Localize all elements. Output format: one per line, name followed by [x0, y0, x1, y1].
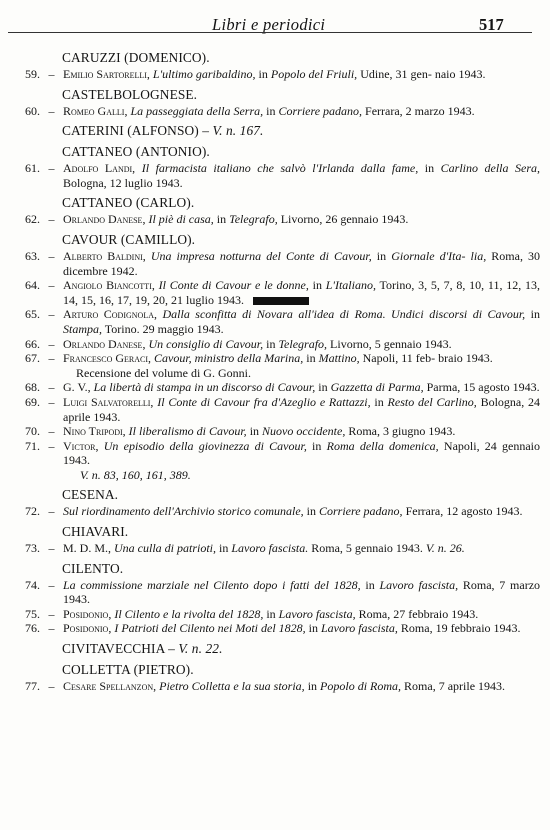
entry-dash: – [48, 577, 55, 592]
entry-title: Cavour, ministro della Marina, [154, 351, 304, 366]
entry-title: Il Cilento e la rivolta del 1828, [114, 606, 264, 621]
entry-details: Udine, 31 gen- [360, 67, 432, 81]
entry-author: M. D. M., [63, 541, 112, 556]
entry-text [63, 541, 540, 556]
entry-dash: – [48, 504, 55, 519]
entry-continuation: Parma, 15 agosto 1943. [426, 380, 540, 395]
entry-periodical: L'Italiano, [325, 278, 376, 293]
entry-details: Livorno, 26 gennaio 1943. [280, 212, 409, 227]
entry-periodical: Popolo di Roma, [320, 679, 402, 694]
entry-preposition: in [308, 621, 318, 636]
heading-text: CASTELBOLOGNESE. [62, 86, 198, 102]
entry-number: 71. [25, 438, 40, 453]
entry-preposition: in [266, 336, 276, 351]
bibliography-entry [0, 578, 540, 607]
entry-title: La passeggiata della Serra, [130, 103, 264, 118]
heading-text: CAVOUR (CAMILLO). [62, 231, 196, 247]
heading-reference: V. n. 167. [212, 123, 264, 139]
entry-text [63, 104, 540, 119]
entry-title: Il piè di casa, [148, 212, 214, 227]
bibliography-entry [0, 395, 540, 424]
entry-preposition: in [365, 577, 375, 592]
entry-title: Pietro Colletta e la sua storia, [159, 679, 305, 694]
entry-text [63, 67, 540, 82]
entry-title: Un consiglio di Cavour, [148, 336, 264, 351]
bibliography-entry [0, 439, 540, 468]
entry-details: Roma, 5 gennaio 1943. [311, 541, 423, 556]
entry-periodical: Resto del [387, 394, 433, 409]
entry-author: Posidonio, [63, 621, 112, 636]
entry-dash: – [48, 212, 55, 227]
entry-text [63, 212, 540, 227]
heading-text: CESENA. [62, 487, 119, 503]
entry-dash: – [48, 424, 55, 439]
section-heading [62, 195, 540, 211]
entry-preposition: in [219, 541, 229, 556]
entry-dash: – [48, 103, 55, 118]
entry-number: 77. [25, 679, 40, 694]
entry-continuation-italic: Stampa, [63, 321, 102, 336]
entry-dash: – [48, 248, 55, 263]
entry-author: Romeo Galli, [63, 103, 128, 118]
bibliography-entry [0, 278, 540, 307]
entry-number: 59. [25, 67, 40, 81]
entry-continuation: Bologna, 24 aprile 1943. [63, 394, 541, 424]
entry-continuation: 24 gennaio 1943. [63, 438, 540, 468]
entry-dash: – [48, 336, 55, 351]
entry-preposition: in [266, 606, 276, 621]
entry-number: 72. [25, 504, 40, 519]
entry-title: Una culla di patrioti, [114, 541, 217, 556]
entry-periodical: Lavoro fascista. [231, 541, 309, 556]
heading-text: CILENTO. [62, 560, 124, 576]
entry-dash: – [48, 278, 55, 293]
bibliography-entry [0, 424, 540, 439]
entry-continuation: in [530, 307, 540, 322]
entry-author: Francesco Geraci, [63, 351, 152, 366]
entry-number: 63. [25, 248, 40, 263]
entry-dash: – [48, 394, 55, 409]
entry-author: Nino Tripodi, [63, 424, 126, 439]
entry-continuation: 1943. [447, 103, 475, 118]
entry-periodical: Giornale d'Ita- [391, 248, 466, 263]
entry-periodical: Corriere padano, [319, 504, 403, 519]
entry-title: Il liberalismo di Cavour, [128, 424, 247, 439]
entry-periodical: Roma della domenica, [326, 438, 439, 453]
entry-text [63, 337, 540, 352]
header-title: Libri e periodici [212, 15, 326, 34]
entry-continuation: 8, 10, 11, 12, 13, 14, 15, 16, 17, 19, 20, 21 luglio 1943. [63, 278, 541, 307]
entry-preposition: in [376, 248, 387, 263]
heading-text: CATTANEO (ANTONIO). [62, 144, 210, 160]
entry-preposition: in [312, 278, 322, 293]
entry-dash: – [48, 351, 55, 366]
entry-preposition: in [249, 424, 260, 439]
entry-title: Il Conte di Cavour fra d'Azeglio e Rattazzi, [157, 394, 371, 409]
entry-periodical: Gazzetta di Parma, [330, 380, 424, 395]
entry-text [63, 607, 540, 622]
section-heading [62, 524, 540, 540]
entry-number: 61. [25, 161, 40, 176]
heading-text: CATERINI (ALFONSO) – [62, 123, 210, 139]
review-note: Recensione del volume di G. Gonni. [76, 365, 251, 380]
entry-periodical: Carlino [440, 161, 478, 176]
entry-periodical: Nuovo occidente, [262, 424, 346, 439]
entry-dash: – [48, 621, 55, 636]
section-heading [62, 561, 540, 577]
entry-text [63, 249, 540, 278]
entry-number: 70. [25, 424, 40, 439]
entry-author: Cesare Spellanzon, [63, 679, 157, 694]
entry-title: Sul riordinamento dell'Archivio storico comunale, [63, 504, 304, 519]
entry-periodical: Lavoro fascista, [379, 577, 459, 592]
bibliography-entry [0, 249, 540, 278]
entry-dash: – [48, 161, 55, 176]
entry-continuation-italic: lia, [470, 248, 487, 263]
bibliography-entry [0, 679, 540, 694]
entry-details: Roma, 27 febbraio [358, 606, 449, 621]
entry-periodical: Lavoro fascista, [321, 621, 398, 636]
bibliography-entry [0, 104, 540, 119]
entry-continuation: braio 1943. [438, 351, 493, 366]
entry-continuation: 7 aprile 1943. [438, 679, 506, 694]
entry-title: Il Conte di Cavour e le donne, [158, 278, 309, 293]
entry-periodical: Telegrafo, [278, 336, 328, 351]
section-heading [62, 662, 540, 678]
entry-preposition: in [318, 380, 328, 395]
entry-text [63, 395, 540, 424]
entry-author: Adolfo Landi, [63, 161, 136, 176]
page-number: 517 [479, 15, 504, 34]
header-rule [8, 32, 532, 33]
entry-author: Luigi Salvatorelli, [63, 394, 154, 409]
entry-continuation: Roma, 7 marzo 1943. [63, 577, 541, 607]
bibliography-entry [0, 67, 540, 82]
entry-continuation: Roma, 30 dicembre 1942. [63, 248, 541, 278]
heading-text: CHIAVARI. [62, 524, 129, 540]
heading-text: COLLETTA (PIETRO). [62, 662, 194, 678]
entry-number: 65. [25, 307, 40, 322]
entry-dash: – [48, 380, 55, 395]
entry-preposition: in [306, 351, 316, 366]
entry-dash: – [48, 679, 55, 694]
section-heading [62, 50, 540, 66]
entry-author: G. V., [63, 380, 91, 395]
entry-periodical: Mattino, [318, 351, 360, 366]
entry-text [63, 504, 540, 519]
redaction-mark [253, 297, 309, 305]
running-header [0, 12, 550, 38]
entry-title: I Patrioti del Cilento nei Moti del 1828, [114, 621, 306, 636]
entry-dash: – [48, 438, 55, 453]
entry-number: 64. [25, 278, 40, 293]
entry-number: 60. [25, 103, 40, 118]
entry-title: L'ultimo garibaldino, [152, 67, 256, 81]
entry-author: Emilio Sartorelli, [63, 67, 150, 81]
entry-number: 62. [25, 212, 40, 227]
entry-preposition: in [216, 212, 227, 227]
bibliography-entry [0, 621, 540, 636]
entry-continuation: Bologna, 12 luglio 1943. [63, 175, 183, 190]
entry-details: Napoli, 11 feb- [362, 351, 436, 366]
entry-dash: – [48, 606, 55, 621]
entry-continuation-italic: di Cavour, [472, 307, 526, 322]
cross-references: V. n. 83, 160, 161, 389. [80, 467, 191, 482]
entry-dash: – [48, 541, 55, 556]
entry-author: Alberto Baldini, [63, 248, 146, 263]
bibliography-list [0, 50, 540, 694]
entry-title: Una impresa notturna del Conte di Cavour, [150, 248, 372, 263]
entry-author: Victor, [63, 438, 99, 453]
entry-preposition: in [306, 504, 316, 519]
entry-continuation-italic: V. n. 26. [425, 541, 465, 556]
entry-details: Napoli, [443, 438, 480, 453]
bibliography-entry [0, 607, 540, 622]
entry-author: Angiolo Biancotti, [63, 278, 155, 293]
bibliography-entry [0, 541, 540, 556]
entry-continuation-italic: della Sera, [484, 161, 541, 176]
entry-number: 74. [25, 577, 40, 592]
bibliography-entry [0, 161, 540, 190]
entry-number: 75. [25, 606, 40, 621]
bibliography-entry [0, 504, 540, 519]
entry-dash: – [48, 307, 55, 322]
entry-details: Ferrara, 2 marzo [365, 103, 445, 118]
entry-title: La commissione marziale nel Cilento dopo i fatti del 1828, [63, 577, 361, 592]
entry-number: 73. [25, 541, 40, 556]
section-heading [62, 144, 540, 160]
heading-text: CATTANEO (CARLO). [62, 195, 195, 211]
entry-number: 69. [25, 394, 40, 409]
bibliography-entry [0, 380, 540, 395]
section-heading [62, 641, 540, 657]
entry-periodical: Telegrafo, [229, 212, 278, 227]
heading-text: CARUZZI (DOMENICO). [62, 50, 210, 65]
entry-details: Livorno, 5 gennaio 1943. [330, 336, 452, 351]
entry-number: 66. [25, 336, 40, 351]
entry-author: Posidonio, [63, 606, 112, 621]
entry-text [63, 380, 540, 395]
bibliography-entry [0, 337, 540, 352]
entry-title: Un episodio della giovinezza di Cavour, [103, 438, 307, 453]
entry-title: La libertà di stampa in un discorso di Cavour, [93, 380, 316, 395]
entry-continuation: 1943. [451, 606, 479, 621]
entry-author: Orlando Danese, [63, 336, 146, 351]
entry-periodical: Lavoro fascista, [278, 606, 356, 621]
entry-continuation: Torino. 29 maggio 1943. [104, 321, 224, 336]
entry-number: 67. [25, 351, 40, 366]
entry-dash: – [48, 67, 55, 81]
entry-title: Dalla sconfitta di Novara all'idea di Roma. Undici discorsi [162, 307, 468, 322]
entry-preposition: in [266, 103, 276, 118]
entry-title: Il farmacista italiano che salvò l'Irlanda dalla fame, [141, 161, 419, 176]
entry-preposition: in [374, 394, 384, 409]
entry-author: Arturo Codignola, [63, 307, 157, 322]
entry-preposition: in [424, 161, 435, 176]
entry-preposition: in [258, 67, 268, 81]
entry-details: Torino, 3, 5, 7, [379, 278, 453, 293]
bibliography-entry [0, 351, 540, 366]
entry-continuation-italic: Carlino, [436, 394, 477, 409]
section-heading [62, 487, 540, 503]
entry-text [63, 439, 540, 468]
entry-text [63, 621, 540, 636]
section-heading [62, 87, 540, 103]
entry-text [63, 161, 540, 190]
entry-details: Ferrara, [405, 504, 444, 519]
bibliography-entry [0, 212, 540, 227]
entry-continuation: 12 agosto 1943. [446, 504, 523, 519]
entry-continuation: 19 febbraio 1943. [435, 621, 521, 636]
entry-preposition: in [312, 438, 322, 453]
entry-preposition: in [307, 679, 318, 694]
heading-reference: V. n. 22. [178, 641, 223, 657]
entry-text [63, 578, 540, 607]
bibliography-entry [0, 307, 540, 336]
heading-text: CIVITAVECCHIA – [62, 641, 175, 657]
entry-number: 76. [25, 621, 40, 636]
entry-text [63, 307, 540, 336]
entry-author: Orlando Danese, [63, 212, 146, 227]
entry-periodical: Corriere padano, [278, 103, 363, 118]
entry-text [63, 424, 540, 439]
section-heading [62, 232, 540, 248]
entry-details: Roma, [400, 621, 433, 636]
entry-text [63, 351, 540, 366]
entry-continuation: naio 1943. [434, 67, 486, 81]
entry-periodical: Popolo del Friuli, [270, 67, 358, 81]
entry-details: Roma, 3 giugno 1943. [348, 424, 456, 439]
section-heading [62, 123, 540, 139]
entry-details: Roma, [404, 679, 436, 694]
entry-text [63, 679, 540, 694]
entry-text [63, 278, 540, 307]
entry-number: 68. [25, 380, 40, 395]
